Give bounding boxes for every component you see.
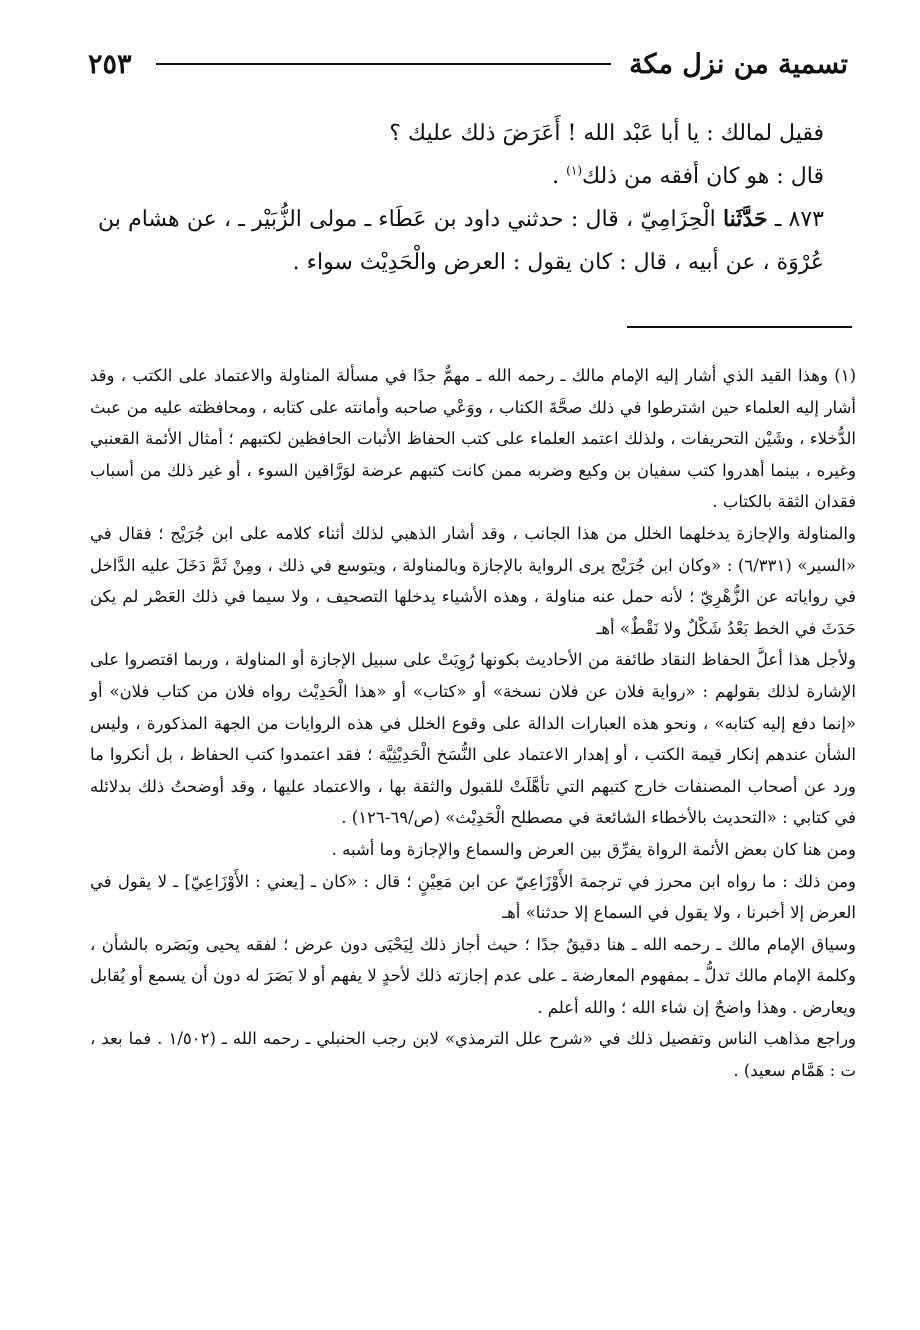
hadith-873 [98, 198, 852, 284]
footnote-paragraph: ومن هنا كان بعض الأئمة الرواة يفرِّق بين العرض والسماع والإجازة وما أشبه . [331, 839, 856, 859]
hadith-keyword: حَدَّثَنا [722, 206, 768, 232]
chapter-title: تسمية من نزل مكة [629, 48, 848, 80]
footnote-paragraph: (١) وهذا القيد الذي أشار إليه الإمام مالك ـ رحمه الله ـ مهمٌّ جدًا في مسألة المناولة والاعتماد على الكتب ، وقد أشار إليه العلماء حين اشترطوا في ذلك صحَّةَ الكتاب ، ووَعْي صاحبه وأمانته على كتابه ، ومحافظته عليه من عبث الدُّخلاء ، وشَيْن التحريفات ، ولذلك اعتمد العلماء على كتب الحفاظ الأثبات الحافظين لكتبهم ؛ أمثال الأئمة القعنبي وغيره ، بينما أهدروا كتب سفيان بن وكيع وضربه ممن كانت كتبهم عرضة لوَرَّاقين السوء ، أو غير ذلك من أسباب فقدان الثقة بالكتاب . [90, 366, 856, 512]
page-number: ٢٥٣ [88, 48, 132, 80]
main-line-2 [98, 155, 852, 198]
hadith-number: ٨٧٣ ـ [774, 207, 824, 232]
main-line-2-end: . [552, 164, 567, 189]
hadith-text: الْحِزَامِيّ ، قال : حدثني داود بن عَطَاء ـ مولى الزُّبَيْر ـ ، عن هشام بن عُرْوَة ، عن أبيه ، قال : كان يقول : العرض والْحَدِيْث سواء . [98, 207, 824, 275]
footnote-paragraph: ومن ذلك : ما رواه ابن محرز في ترجمة الأَوْزَاعِيّ عن ابن مَعِيْنٍ ؛ قال : «كان ـ [يعني : الأَوْزَاعِيّ] ـ لا يقول في العرض إلا أخبرنا ، ولا يقول في السماع إلا حدثنا» أهـ [90, 871, 856, 923]
footnotes [90, 360, 856, 1087]
header-rule [156, 63, 612, 65]
running-header [88, 44, 848, 84]
main-line-1: فقيل لمالك : يا أبا عَبْد الله ! أَعَرَضَ ذلك عليك ؟ [389, 121, 824, 146]
main-line-2-text: قال : هو كان أفقه من ذلك [582, 164, 824, 189]
footnote-paragraph: والمناولة والإجازة يدخلهما الخلل من هذا الجانب ، وقد أشار الذهبي لذلك أثناء كلامه على ابن جُرَيْج ؛ فقال في «السير» (٦/٣٣١) : «وكان ابن جُرَيْج يرى الرواية بالإجازة وبالمناولة ، ويتوسع في ذلك ، ومِنْ ثَمَّ دَخَلَ عليه الدَّاخل في رواياته عن الزُّهْرِيّ ؛ لأنه حمل عنه مناولة ، وهذه الأشياء يدخلها التصحيف ، ولا سيما في ذلك العَصْر لم يكن حَدَثَ في الخط بَعْدُ شَكْلٌ ولا نَقْطٌ» أهـ [90, 523, 856, 638]
footnote-separator [627, 326, 852, 328]
footnote-paragraph: وسياق الإمام مالك ـ رحمه الله ـ هنا دقيقٌ جدًا ؛ حيث أجاز ذلك لِيَحْيَى دون عرض ؛ لفقه يحيى وبَصَره بالشأن ، وكلمة الإمام مالك تدلُّ ـ بمفهوم المعارضة ـ على عدم إجازته ذلك لأحدٍ لا يفهم أو لا بَصَرَ له دون أن يسمع أو يُقابل ويعارض . وهذا واضحٌ إن شاء الله ؛ والله أعلم . [90, 934, 856, 1017]
footnote-marker: (١) [566, 163, 582, 178]
footnote-paragraph: ولأجل هذا أعلَّ الحفاظ النقاد طائفة من الأحاديث بكونها رُوِيَتْ على سبيل الإجازة أو المناولة ، وربما اقتصروا على الإشارة لذلك بقولهم : «رواية فلان عن فلان نسخة» أو «كتاب» أو «هذا الْحَدِيْث رواه فلان من كتاب فلان» أو «إنما دفع إليه كتابه» ، ونحو هذه العبارات الدالة على وقوع الخلل في هذه الروايات من الجهة المذكورة ، وليس الشأن عندهم إنكار قيمة الكتب ، أو إهدار الاعتماد على النُّسَخ الْحَدِيْثِيَّة ؛ فقد اعتمدوا كتب الحفاظ ، بل أنكروا ما ورد عن أصحاب المصنفات خارج كتبهم التي تأهَّلَتْ للقبول والثقة بها ، والاعتماد عليها ، وقد أوضحتُ ذلك بدلائله في كتابي : «التحديث بالأخطاء الشائعة في مصطلح الْحَدِيْث» (ص/٦٩-١٢٦) . [90, 650, 856, 828]
main-text [98, 112, 852, 284]
footnote-paragraph: وراجع مذاهب الناس وتفصيل ذلك في «شرح علل الترمذي» لابن رجب الحنبلي ـ رحمه الله ـ (١/٥٠٢ . فما بعد ، ت : هَمَّام سعيد) . [90, 1029, 857, 1081]
